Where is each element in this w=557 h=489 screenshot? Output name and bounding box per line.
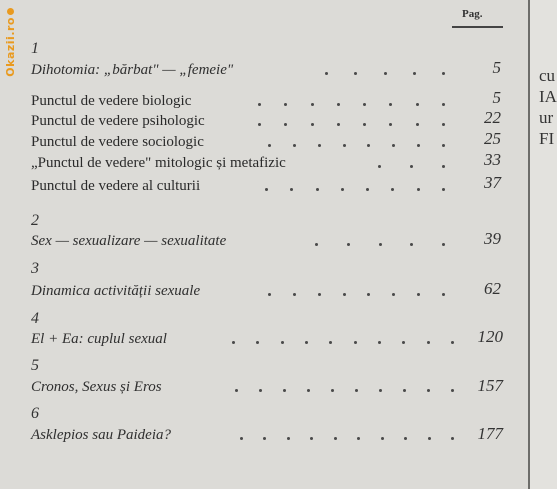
dot-leader xyxy=(258,123,445,127)
pag-column-header: Pag. xyxy=(462,8,483,20)
chapter-number: 4 xyxy=(31,310,39,327)
chapter-page-number: 39 xyxy=(484,229,501,248)
chapter-number: 3 xyxy=(31,260,39,277)
dot-leader xyxy=(325,72,445,76)
chapter-page-number: 177 xyxy=(477,424,503,443)
dot-leader xyxy=(268,293,445,297)
chapter-number: 1 xyxy=(31,40,39,57)
chapter-number: 2 xyxy=(31,212,39,229)
right-page-fragment: FI xyxy=(539,129,555,148)
chapter-title: Sex — sexualizare — sexualitate xyxy=(31,233,227,249)
dot-leader xyxy=(315,243,445,247)
chapter-title: Dinamica activității sexuale xyxy=(31,283,201,299)
watermark-text: Okazii.ro xyxy=(3,17,17,77)
right-page-fragment: IA xyxy=(539,87,557,106)
section-page-number: 22 xyxy=(484,108,501,127)
book-page-right xyxy=(528,0,557,489)
dot-leader xyxy=(258,103,445,107)
right-page-fragment: cu xyxy=(539,66,556,85)
section-title: Punctul de vedere biologic xyxy=(31,93,192,109)
chapter-number: 6 xyxy=(31,405,39,422)
section-page-number: 5 xyxy=(492,88,501,107)
chapter-title: Asklepios sau Paideia? xyxy=(31,427,171,443)
chapter-page-number: 5 xyxy=(492,58,501,77)
chapter-page-number: 120 xyxy=(477,327,503,346)
chapter-page-number: 157 xyxy=(477,376,503,395)
section-page-number: 25 xyxy=(484,129,501,148)
chapter-number: 5 xyxy=(31,357,39,374)
chapter-title: El + Ea: cuplul sexual xyxy=(31,331,167,347)
dot-leader xyxy=(268,144,445,148)
section-page-number: 37 xyxy=(484,173,501,192)
dot-leader xyxy=(240,437,454,441)
dot-leader xyxy=(378,165,445,169)
section-title: Punctul de vedere al culturii xyxy=(31,178,201,194)
section-title: „Punctul de vedere" mitologic și metafizic xyxy=(31,155,286,171)
chapter-page-number: 62 xyxy=(484,279,501,298)
dot-leader xyxy=(265,188,445,192)
right-page-fragment: ur xyxy=(539,108,554,127)
okazii-watermark xyxy=(0,8,20,98)
dot-leader xyxy=(235,389,454,393)
section-page-number: 33 xyxy=(484,150,501,169)
header-rule xyxy=(452,26,503,28)
section-title: Punctul de vedere psihologic xyxy=(31,113,205,129)
chapter-title: Cronos, Sexus și Eros xyxy=(31,379,162,395)
chapter-title: Dihotomia: „bărbat" — „femeie" xyxy=(31,62,234,78)
dot-leader xyxy=(232,341,454,345)
watermark-dot-icon xyxy=(7,8,14,15)
section-title: Punctul de vedere sociologic xyxy=(31,134,204,150)
